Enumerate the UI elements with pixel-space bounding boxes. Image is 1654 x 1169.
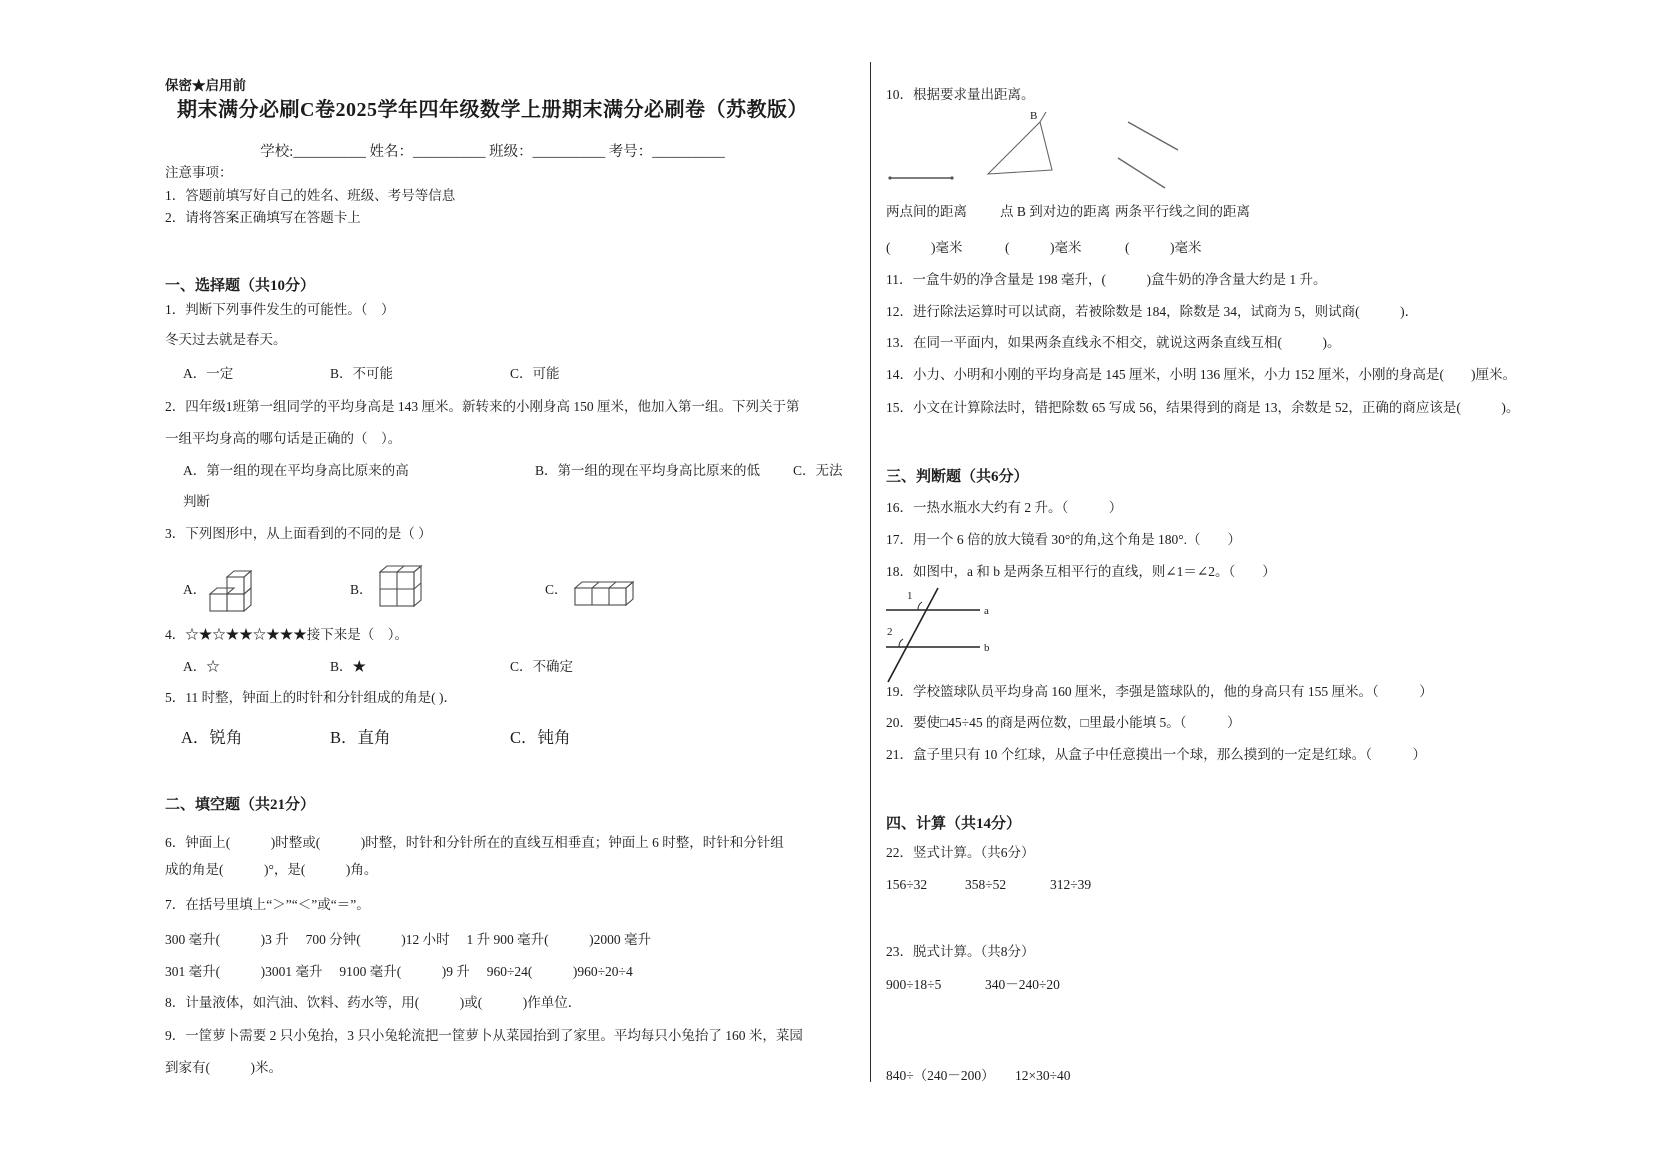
q2-option-b: B．第一组的现在平均身高比原来的低 [535,463,761,478]
notice-item-1: 1．答题前填写好自己的姓名、班级、考号等信息 [165,188,456,203]
q23-expression-4: 12×30÷40 [1015,1068,1071,1083]
section-1-title: 一、选择题（共10分） [165,278,316,294]
q9-text-line2: 到家有( )米。 [165,1060,282,1075]
q18-line-a-label: a [984,605,989,617]
q20-text: 20．要使□45÷45 的商是两位数，□里最小能填 5。（ ） [886,715,1241,730]
q23-expression-3: 840÷（240－200） [886,1068,995,1083]
notice-item-2: 2．请将答案正确填写在答题卡上 [165,210,361,225]
q2-option-c-continued: 判断 [183,494,210,509]
q1-text: 1．判断下列事件发生的可能性。（ ） [165,302,395,317]
notice-heading: 注意事项： [165,165,233,180]
section-4-title: 四、计算（共14分） [886,816,1022,832]
q18-angle-1-label: 1 [907,590,913,602]
q10-figure [880,105,1220,195]
student-info-line: 学校:__________ 姓名：__________ 班级：__________ 考号：__________ [260,144,725,160]
q4-option-b: B．★ [330,659,367,674]
q18-text: 18．如图中，a 和 b 是两条互相平行的直线，则∠1＝∠2。（ ） [886,564,1276,579]
q10-blank-3: ( )毫米 [1125,240,1202,255]
q22-text: 22．竖式计算。（共6分） [886,845,1035,860]
q3-figure-b-cubes [378,552,424,610]
q23-expression-1: 900÷18÷5 [886,977,942,992]
q22-expression-3: 312÷39 [1050,877,1092,892]
q23-expression-2: 340－240÷20 [985,977,1060,992]
q5-option-a: A．锐角 [181,728,243,747]
q5-option-b: B．直角 [330,728,391,747]
q4-option-a: A．☆ [183,659,220,674]
section-3-title: 三、判断题（共6分） [886,469,1029,485]
q4-text: 4．☆★☆★★☆★★★接下来是（ ）。 [165,627,408,642]
q9-text-line1: 9．一筐萝卜需要 2 只小兔抬，3 只小兔轮流把一筐萝卜从菜园抬到了家里。平均每只小兔抬了 160 米，菜园 [165,1028,803,1043]
q3-option-c-label: C． [545,582,568,597]
column-divider-line [870,62,871,1082]
q10-text: 10．根据要求量出距离。 [886,87,1035,102]
q2-text-line2: 一组平均身高的哪句话是正确的（ ）。 [165,431,402,446]
q21-text: 21．盒子里只有 10 个红球，从盒子中任意摸出一个球，那么摸到的一定是红球。（ ） [886,747,1426,762]
q17-text: 17．用一个 6 倍的放大镜看 30°的角,这个角是 180°.（ ） [886,532,1242,547]
q22-expression-1: 156÷32 [886,877,928,892]
q6-text-line2: 成的角是( )°，是( )角。 [165,862,378,877]
q22-expression-2: 358÷52 [965,877,1007,892]
q4-option-c: C．不确定 [510,659,574,674]
q12-text: 12．进行除法运算时可以试商，若被除数是 184，除数是 34，试商为 5，则试商( )． [886,304,1419,319]
q1-option-b: B．不可能 [330,366,394,381]
q3-figure-a-cubes [208,556,254,614]
q10-label-point-to-side: 点 B 到对边的距离 [1000,204,1111,219]
q10-point-b-label: B [1030,110,1038,122]
q15-text: 15．小文在计算除法时，错把除数 65 写成 56，结果得到的商是 13，余数是 52，正确的商应该是( )。 [886,400,1520,415]
q7-text: 7．在括号里填上“＞”“＜”或“＝”。 [165,897,370,912]
q18-angle-2-label: 2 [887,626,893,638]
q14-text: 14．小力、小明和小刚的平均身高是 145 厘米，小明 136 厘米，小力 152 厘米，小刚的身高是( )厘米。 [886,367,1516,382]
q3-option-a-label: A． [183,582,207,597]
secrecy-label: 保密★启用前 [165,78,246,93]
q5-text: 5．11 时整，钟面上的时针和分针组成的角是( )． [165,690,457,705]
q6-text-line1: 6．钟面上( )时整或( )时整，时针和分针所在的直线互相垂直；钟面上 6 时整，时针和分针组 [165,835,784,850]
q11-text: 11．一盒牛奶的净含量是 198 毫升，( )盒牛奶的净含量大约是 1 升。 [886,272,1327,287]
q1-option-c: C．可能 [510,366,560,381]
page-title: 期末满分必刷C卷2025学年四年级数学上册期末满分必刷卷（苏教版） [177,99,808,121]
q1-option-a: A．一定 [183,366,234,381]
q3-option-b-label: B． [350,582,373,597]
q10-blank-1: ( )毫米 [886,240,963,255]
q10-label-segment: 两点间的距离 [886,204,967,219]
q5-option-c: C．钝角 [510,728,571,747]
q8-text: 8．计量液体，如汽油、饮料、药水等，用( )或( )作单位． [165,995,582,1010]
section-2-title: 二、填空题（共21分） [165,797,316,813]
q7-row1: 300 毫升( )3 升 700 分钟( )12 小时 1 升 900 毫升( )2000 毫升 [165,932,651,947]
q2-option-a: A．第一组的现在平均身高比原来的高 [183,463,409,478]
q10-blank-2: ( )毫米 [1005,240,1082,255]
q7-row2: 301 毫升( )3001 毫升 9100 毫升( )9 升 960÷24( )960÷20÷4 [165,964,633,979]
q18-line-b-label: b [984,642,990,654]
q13-text: 13．在同一平面内，如果两条直线永不相交，就说这两条直线互相( )。 [886,335,1341,350]
q23-text: 23．脱式计算。（共8分） [886,944,1035,959]
q16-text: 16．一热水瓶水大约有 2 升。（ ） [886,500,1123,515]
q1-stem: 冬天过去就是春天。 [165,332,287,347]
q3-text: 3．下列图形中，从上面看到的不同的是（ ） [165,526,432,541]
q3-figure-c-cubes [573,572,635,608]
q10-label-parallel: 两条平行线之间的距离 [1115,204,1250,219]
q19-text: 19．学校篮球队员平均身高 160 厘米，李强是篮球队的，他的身高只有 155 厘米。（ ） [886,684,1433,699]
q2-text-line1: 2．四年级1班第一组同学的平均身高是 143 厘米。新转来的小刚身高 150 厘米，他加入第一组。下列关于第 [165,399,800,414]
q2-option-c: C．无法 [793,463,843,478]
q18-figure [880,585,1015,685]
